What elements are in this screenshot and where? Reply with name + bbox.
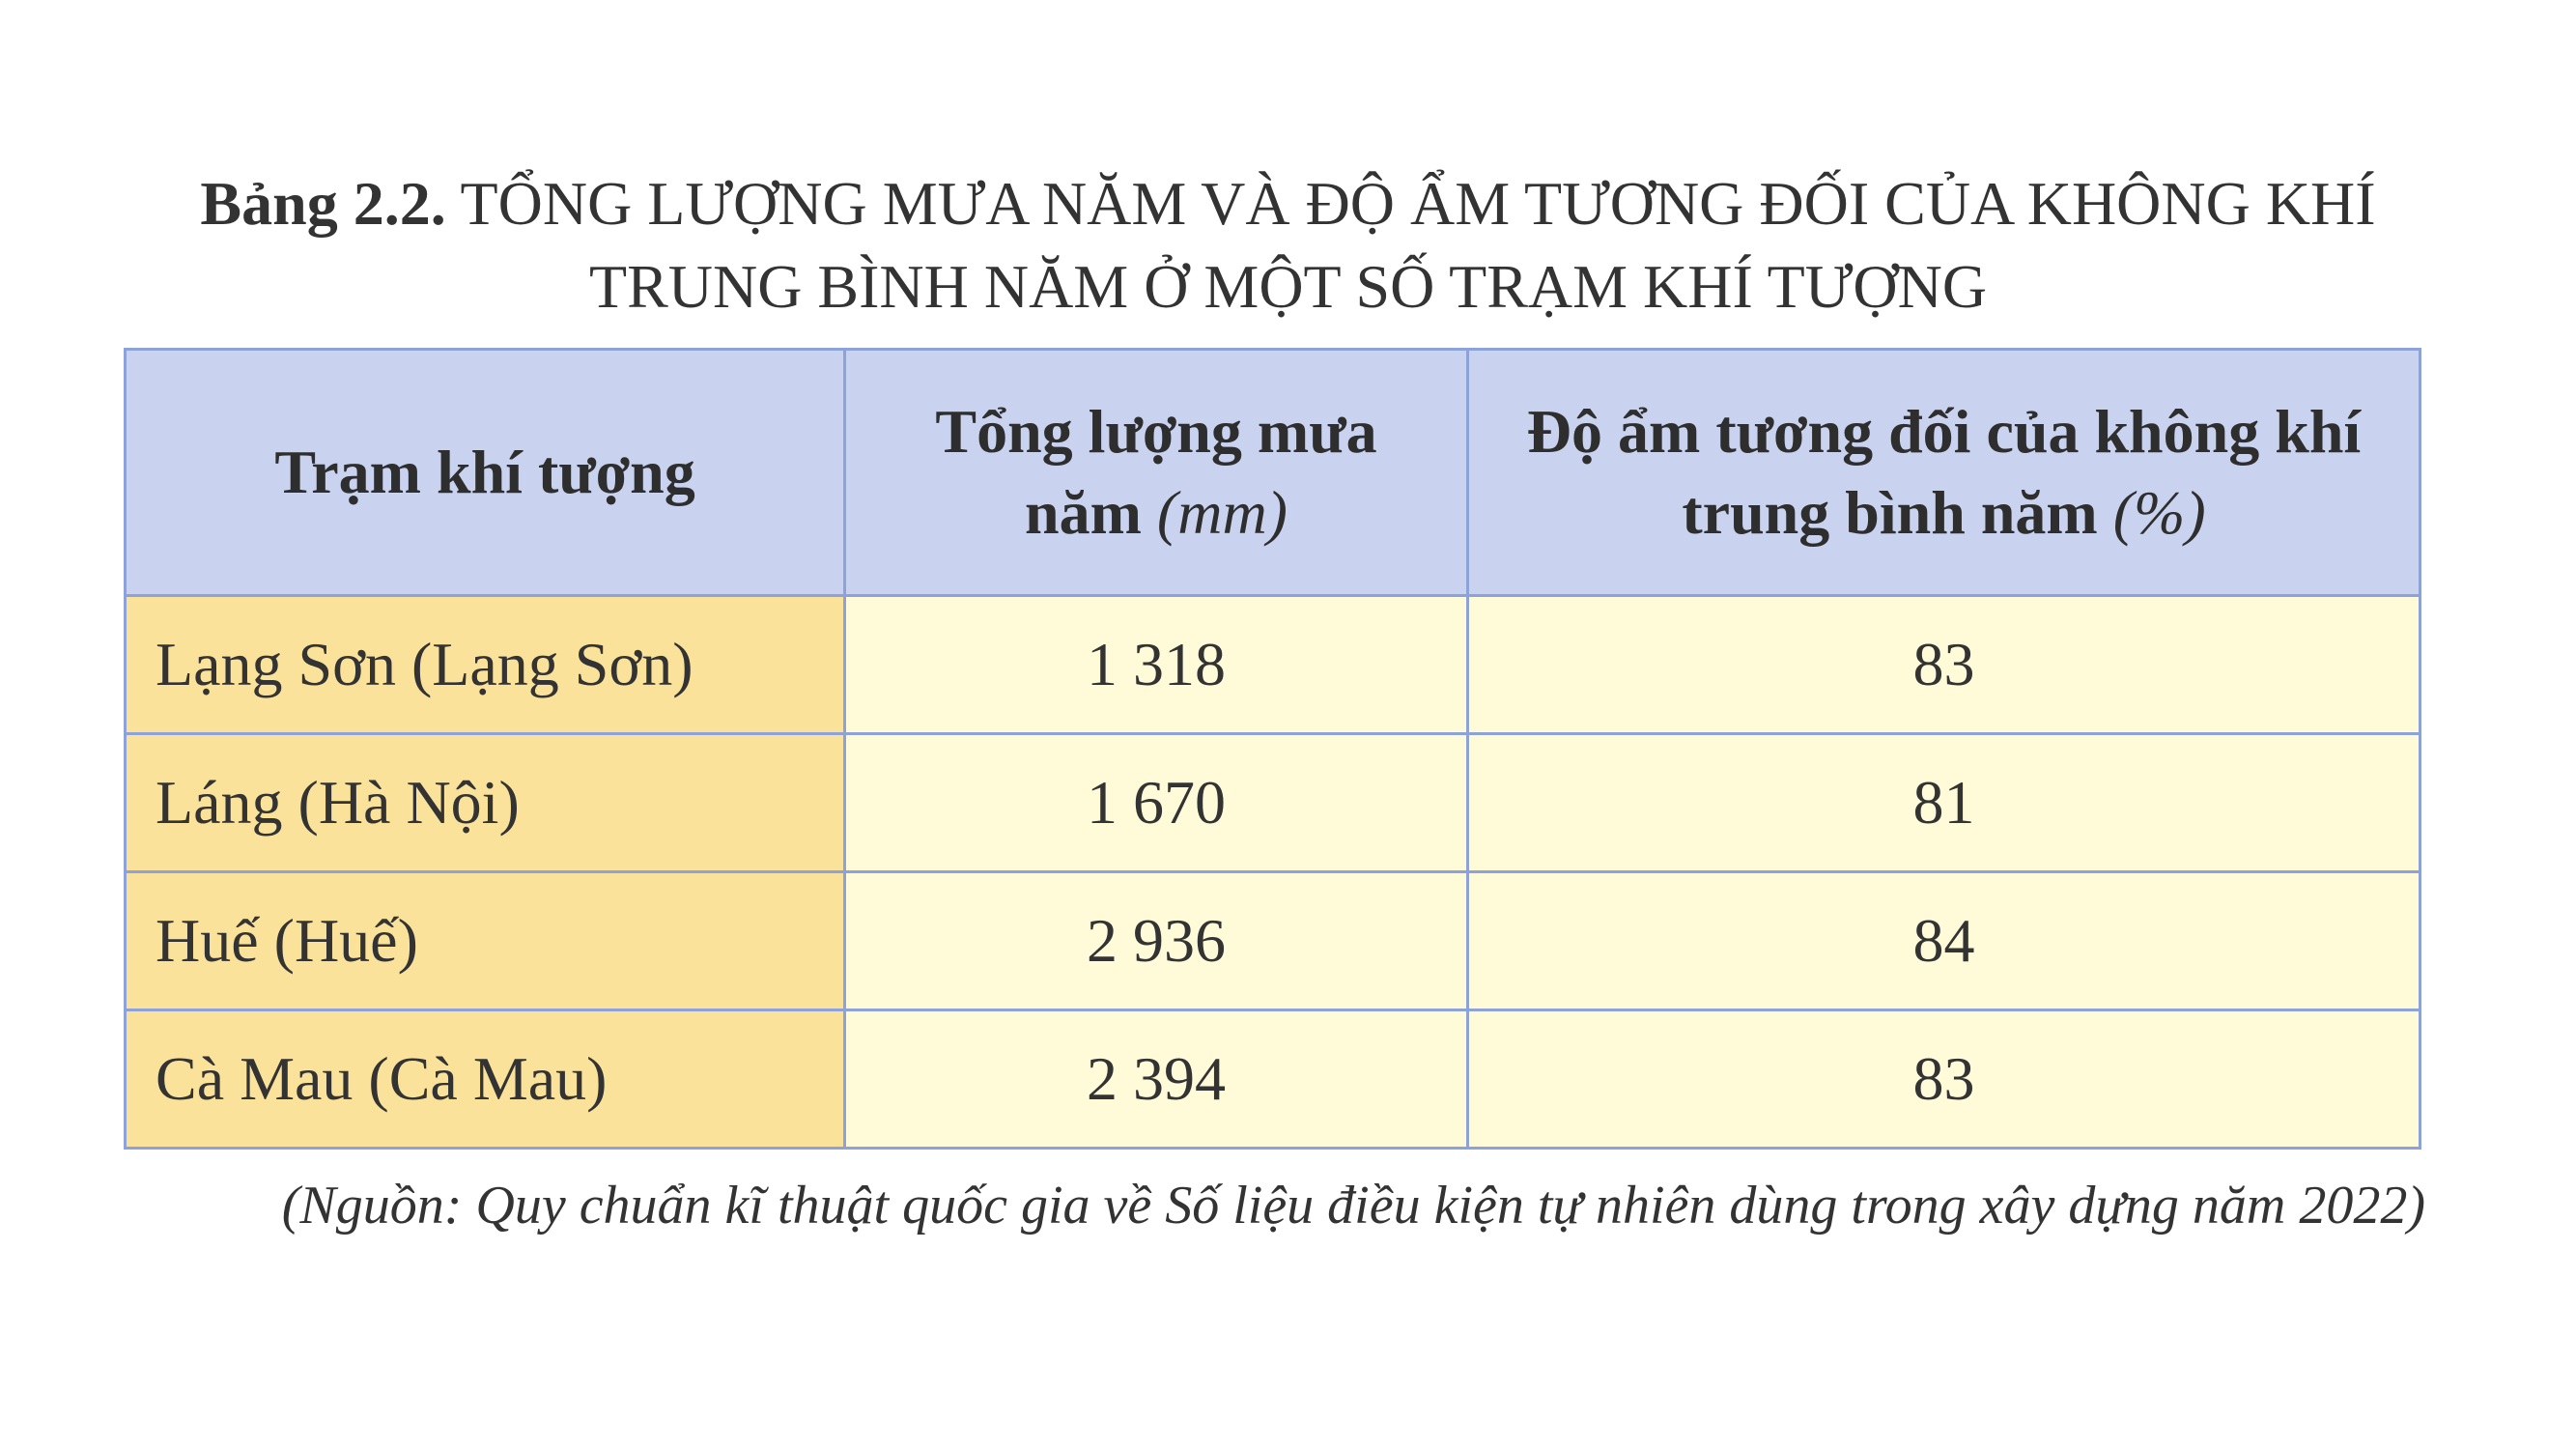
- header-rainfall: [845, 350, 1468, 596]
- caption-label: Bảng 2.2.: [200, 169, 446, 238]
- caption-title-part-1: TỔNG LƯỢNG MƯA NĂM VÀ ĐỘ ẨM TƯƠNG ĐỐI CỦA KHÔNG KHÍ: [460, 169, 2376, 238]
- humidity-cell: 83: [1468, 1010, 2420, 1149]
- humidity-cell: 81: [1468, 734, 2420, 872]
- table-row: [126, 1010, 2420, 1149]
- header-humidity: [1468, 350, 2420, 596]
- humidity-cell: 83: [1468, 596, 2420, 734]
- header-humidity-line-2: trung bình năm: [1682, 478, 2113, 547]
- header-humidity-line-1: Độ ẩm tương đối của không khí: [1526, 397, 2362, 466]
- table-row: [126, 872, 2420, 1010]
- humidity-cell: 84: [1468, 872, 2420, 1010]
- table-caption: [0, 162, 2576, 328]
- station-cell: Láng (Hà Nội): [126, 734, 845, 872]
- rainfall-cell: 2 394: [845, 1010, 1468, 1149]
- station-cell: Cà Mau (Cà Mau): [126, 1010, 845, 1149]
- station-cell: Lạng Sơn (Lạng Sơn): [126, 596, 845, 734]
- caption-line-1: [0, 162, 2576, 245]
- rainfall-cell: 1 318: [845, 596, 1468, 734]
- station-cell: Huế (Huế): [126, 872, 845, 1010]
- header-rainfall-line-1: Tổng lượng mưa: [935, 397, 1377, 466]
- header-rainfall-line-2: năm: [1025, 478, 1157, 547]
- caption-line-2: TRUNG BÌNH NĂM Ở MỘT SỐ TRẠM KHÍ TƯỢNG: [588, 252, 1988, 321]
- rainfall-cell: 1 670: [845, 734, 1468, 872]
- header-humidity-unit: (%): [2112, 478, 2206, 547]
- rainfall-cell: 2 936: [845, 872, 1468, 1010]
- table-header-row: [126, 350, 2420, 596]
- header-station-label: Trạm khí tượng: [274, 438, 695, 506]
- header-rainfall-unit: (mm): [1156, 478, 1288, 547]
- rainfall-humidity-table: [124, 348, 2421, 1150]
- header-station: [126, 350, 845, 596]
- table-row: [126, 596, 2420, 734]
- source-note: (Nguồn: Quy chuẩn kĩ thuật quốc gia về Số liệu điều kiện tự nhiên dùng trong xây dựng năm 2022): [281, 1176, 2425, 1236]
- table-row: [126, 734, 2420, 872]
